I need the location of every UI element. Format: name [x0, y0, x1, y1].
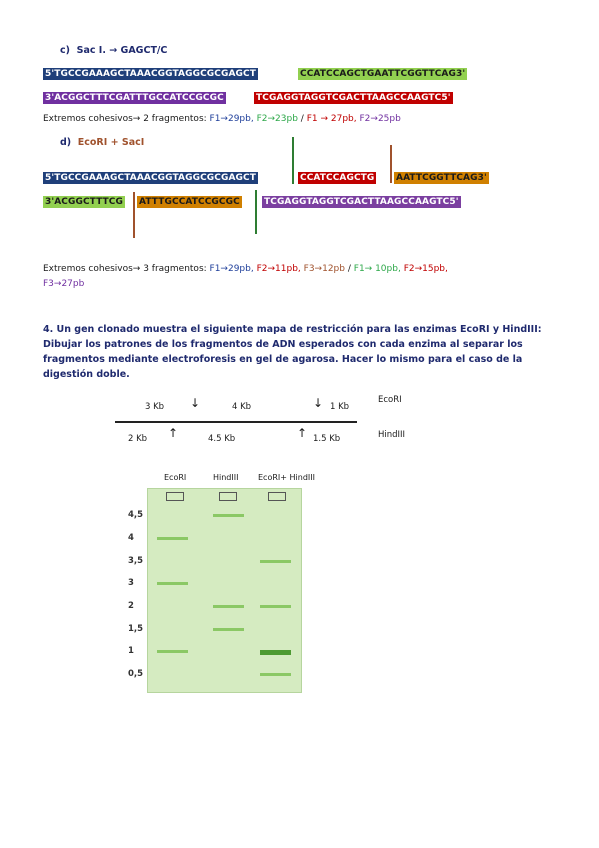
fragment-f2: F2→11pb, — [256, 264, 301, 274]
hindiii-segment-2: 4.5 Kb — [208, 434, 236, 444]
separator: / — [300, 114, 304, 124]
section-c-title: Sac I. → GAGCT/C — [76, 45, 168, 56]
fragment-f1b: F1→ 10pb, — [353, 264, 401, 274]
fragment-f3: F3→12pb — [303, 264, 345, 274]
gel-band — [213, 628, 244, 631]
section-c-header — [60, 45, 167, 56]
gel-y-label: 1,5 — [128, 624, 144, 634]
fragment-f1: F1→29pb, — [209, 114, 254, 124]
gel-y-label: 2 — [128, 601, 134, 611]
ecori-segment-2: 4 Kb — [232, 402, 252, 412]
summary-lead: Extremos cohesivos→ 3 fragmentos: — [43, 264, 210, 274]
gel-y-label: 3 — [128, 578, 134, 588]
seq-c-top-blue: 5'TGCCGAAAGCTAAACGGTAGGCGCGAGCT — [45, 69, 256, 79]
hindiii-segment-1: 2 Kb — [128, 434, 148, 444]
seq-d-bottom-green: 3'ACGGCTTTCG — [45, 197, 123, 207]
gel-y-label: 4 — [128, 533, 134, 543]
lane-label-hindiii: HindIII — [213, 473, 239, 482]
seq-d-top-orange: AATTCGGTTCAG3' — [396, 173, 487, 183]
lane-label-double: EcoRI+ HindIII — [258, 473, 315, 482]
seq-c-bottom-red: TCGAGGTAGGTCGACTTAAGCCAAGTC5' — [256, 93, 451, 103]
section-d-summary-cont — [43, 279, 84, 289]
gel-band — [260, 673, 291, 676]
section-d-summary — [43, 264, 448, 274]
gel-band — [260, 650, 291, 655]
fragment-f1: F1→29pb, — [209, 264, 254, 274]
hindiii-label: HindIII — [378, 430, 406, 440]
fragment-f2b: F2→25pb — [359, 114, 401, 124]
fragment-f3b: F3→27pb — [43, 279, 85, 289]
cut-line-sacI-bottom — [255, 190, 257, 234]
ecori-segment-1: 3 Kb — [145, 402, 165, 412]
summary-lead: Extremos cohesivos→ 2 fragmentos: — [43, 114, 210, 124]
gel-y-label: 3,5 — [128, 556, 144, 566]
cut-line-ecori-top — [390, 145, 392, 183]
hindiii-cut-arrow-1: ↑ — [168, 426, 179, 440]
seq-c-top-green: CCATCCAGCTGAATTCGGTTCAG3' — [300, 69, 466, 79]
gel-y-label: 1 — [128, 646, 134, 656]
section-c-prefix: c) — [60, 45, 70, 56]
question-4: 4. Un gen clonado muestra el siguiente mapa de restricción para las enzimas EcoRI y HindIII: Dibujar los patrones de los fragmentos de ADN esperados con cada enzima al separar los fragmentos mediante electroforesis en gel de agarosa. Hacer lo mismo para el caso de la digestión doble. — [43, 324, 542, 380]
gel-band — [213, 514, 244, 517]
gel-y-label: 4,5 — [128, 510, 144, 520]
seq-d-top-red: CCATCCAGCTG — [300, 173, 375, 183]
section-d-header — [60, 137, 144, 148]
section-d-prefix: d) — [60, 137, 72, 148]
fragment-f2: F2→23pb — [256, 114, 298, 124]
section-d-title: EcoRI + SacI — [77, 137, 145, 148]
gel-band — [157, 650, 188, 653]
hindiii-cut-arrow-2: ↑ — [297, 426, 308, 440]
well-hindiii — [219, 492, 237, 501]
gel-band — [260, 605, 291, 608]
ecori-cut-arrow-2: ↓ — [313, 396, 324, 410]
gel-band — [157, 582, 188, 585]
well-ecori — [166, 492, 184, 501]
dna-map-line — [115, 421, 357, 423]
gel-band — [260, 560, 291, 563]
seq-d-top-blue: 5'TGCCGAAAGCTAAACGGTAGGCGCGAGCT — [45, 173, 256, 183]
gel-band — [157, 537, 188, 540]
agarose-gel — [147, 488, 302, 693]
fragment-f1b: F1 → 27pb, — [306, 114, 357, 124]
section-c-summary — [43, 114, 401, 124]
cut-line-sacI-top — [292, 137, 294, 184]
ecori-segment-3: 1 Kb — [330, 402, 350, 412]
seq-d-bottom-orange: ATTTGCCATCCGCGC — [139, 197, 240, 207]
seq-d-bottom-purple: TCGAGGTAGGTCGACTTAAGCCAAGTC5' — [264, 197, 459, 207]
gel-y-label: 0,5 — [128, 669, 144, 679]
ecori-label: EcoRI — [378, 395, 402, 405]
hindiii-segment-3: 1.5 Kb — [313, 434, 341, 444]
lane-label-ecori: EcoRI — [164, 473, 187, 482]
cut-line-ecori-bottom — [133, 192, 135, 238]
ecori-cut-arrow-1: ↓ — [190, 396, 201, 410]
separator: / — [347, 264, 351, 274]
fragment-f2b: F2→15pb, — [403, 264, 448, 274]
seq-c-bottom-purple: 3'ACGGCTTTCGATTTGCCATCCGCGC — [45, 93, 224, 103]
gel-band — [213, 605, 244, 608]
well-double — [268, 492, 286, 501]
